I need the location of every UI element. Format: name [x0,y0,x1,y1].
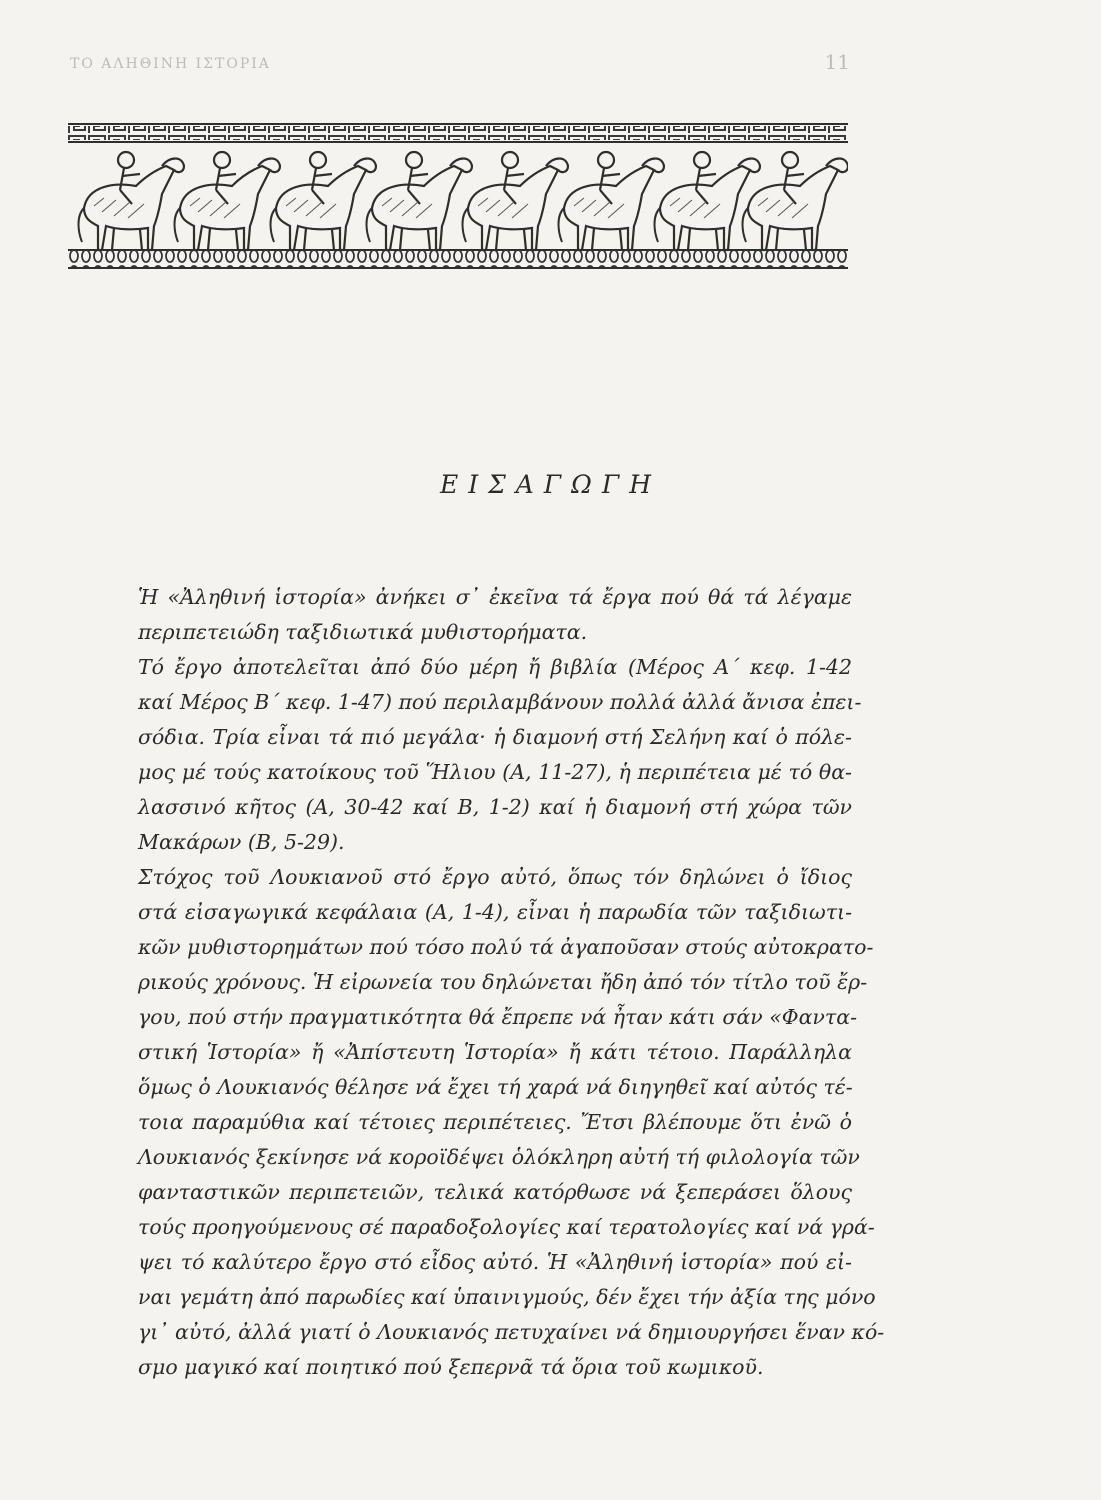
text-line: γου, πού στήν πραγματικότητα θά ἔπρεπε νά ἦταν κάτι σάν «Φαντα- [138,1005,858,1029]
chapter-title: ΕΙΣΑΓΩΓΗ [439,470,662,499]
text-line: στά εἰσαγωγικά κεφάλαια (Α, 1-4), εἶναι ἡ παρωδία τῶν ταξιδιωτι- [138,900,852,924]
text-line: τοια παραμύθια καί τέτοιες περιπέτειες. Ἔτσι βλέπουμε ὅτι ἐνῶ ὁ [138,1110,852,1134]
text-line: στική Ἱστορία» ἤ «Ἀπίστευτη Ἱστορία» ἤ κάτι τέτοιο. Παράλληλα [138,1040,852,1064]
text-line: ὅμως ὁ Λουκιανός θέλησε νά ἔχει τή χαρά νά διηγηθεῖ καί αὐτός τέ- [138,1075,853,1099]
paragraph-3 [112,860,885,1385]
text-line: σόδια. Τρία εἶναι τά πιό μεγάλα· ἡ διαμονή στή Σελήνη καί ὁ πόλε- [138,725,852,749]
text-line: ψει τό καλύτερο ἔργο στό εἶδος αὐτό. Ἡ «Ἀληθινή ἱστορία» πού εἰ- [138,1250,852,1274]
text-line: κῶν μυθιστορημάτων πού τόσο πολύ τά ἀγαποῦσαν στούς αὐτοκρατο- [138,935,874,959]
text-line: σμο μαγικό καί ποιητικό πού ξεπερνᾶ τά ὅρια τοῦ κωμικοῦ. [138,1355,764,1379]
text-line: ρικούς χρόνους. Ἡ εἰρωνεία του δηλώνεται ἤδη ἀπό τόν τίτλο τοῦ ἔρ- [138,970,868,994]
paragraph-1 [112,580,852,650]
decorative-frieze [68,120,848,270]
text-line: καί Μέρος Β΄ κεφ. 1-47) πού περιλαμβάνουν πολλά ἀλλά ἄνισα ἐπει- [138,690,862,714]
frieze-illustration [68,120,848,270]
text-line: ναι γεμάτη ἀπό παρωδίες καί ὑπαινιγμούς, δέν ἔχει τήν ἀξία της μόνο [138,1285,876,1309]
text-line: Στόχος τοῦ Λουκιανοῦ στό ἔργο αὐτό, ὅπως τόν δηλώνει ὁ ἴδιος [138,865,852,889]
text-line: Τό ἔργο ἀποτελεῖται ἀπό δύο μέρη ἤ βιβλία (Μέρος Α΄ κεφ. 1-42 [138,655,852,679]
text-line: τούς προηγούμενους σέ παραδοξολογίες καί τερατολογίες καί νά γρά- [138,1215,875,1239]
body-text [112,580,885,1385]
text-line: γι᾿ αὐτό, ἀλλά γιατί ὁ Λουκιανός πετυχαίνει νά δημιουργήσει ἕναν κό- [138,1320,885,1344]
text-line: Ἡ «Ἀληθινή ἱστορία» ἀνήκει σ᾿ ἐκεῖνα τά ἔργα πού θά τά λέγαμε [138,585,852,609]
text-line: Μακάρων (Β, 5-29). [138,830,345,854]
text-line: μος μέ τούς κατοίκους τοῦ Ἥλιου (Α, 11-27), ἡ περιπέτεια μέ τό θα- [138,760,852,784]
page-number: 11 [824,50,850,74]
text-line: φανταστικῶν περιπετειῶν, τελικά κατόρθωσε νά ξεπεράσει ὅλους [138,1180,852,1204]
text-line: Λουκιανός ξεκίνησε νά κοροϊδέψει ὁλόκληρη αὐτή τή φιλολογία τῶν [138,1145,860,1169]
text-line: λασσινό κῆτος (Α, 30-42 καί Β, 1-2) καί ἡ διαμονή στή χώρα τῶν [138,795,852,819]
paragraph-2 [112,650,862,860]
running-header [70,50,850,76]
text-line: περιπετειώδη ταξιδιωτικά μυθιστορήματα. [138,620,588,644]
running-header-left: ΤΟ ΑΛΗΘΙΝΗ ΙΣΤΟΡΙΑ [70,56,271,72]
